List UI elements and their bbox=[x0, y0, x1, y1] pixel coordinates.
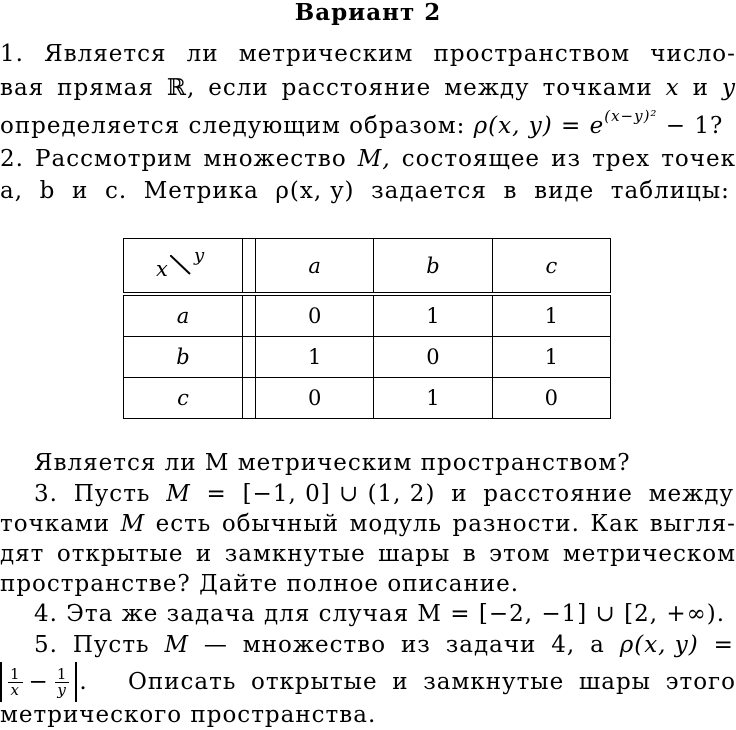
word: если bbox=[208, 75, 269, 101]
numerator: 1 bbox=[10, 664, 21, 683]
word: — bbox=[203, 632, 228, 658]
abs-bar-right bbox=[75, 662, 77, 702]
word: и bbox=[451, 481, 468, 507]
problem-5-line-2 bbox=[0, 662, 736, 702]
problem-1-line-3 bbox=[0, 107, 736, 141]
table-header-cell: a bbox=[256, 239, 374, 295]
word: вая bbox=[0, 75, 45, 101]
exponent: (x−y)² bbox=[604, 107, 658, 125]
table-cell: 0 bbox=[256, 294, 374, 337]
word: Как bbox=[590, 511, 640, 537]
word: между bbox=[648, 481, 734, 507]
text: определяется следующим образом: bbox=[0, 113, 466, 139]
word: ℝ, bbox=[166, 75, 196, 101]
denominator: x bbox=[10, 680, 20, 699]
table-row bbox=[124, 337, 611, 378]
word: шары bbox=[378, 541, 451, 567]
problem-3-line-1 bbox=[0, 479, 734, 509]
variable-x: x bbox=[665, 75, 680, 101]
table-cell: 0 bbox=[256, 378, 374, 419]
word: Является bbox=[44, 41, 167, 67]
word: = bbox=[713, 632, 734, 658]
abs-fraction-formula bbox=[0, 662, 88, 702]
variable-M: M bbox=[120, 511, 146, 537]
table-gap-cell bbox=[243, 294, 256, 337]
word: замкнутые bbox=[224, 541, 366, 567]
table-cell: 1 bbox=[492, 337, 610, 378]
problem-5-line-2-text bbox=[128, 662, 736, 702]
table-gap-cell bbox=[243, 239, 256, 295]
fraction-1-over-x bbox=[8, 664, 23, 699]
table-cell: 1 bbox=[256, 337, 374, 378]
denominator: y bbox=[57, 680, 67, 699]
word: задачи bbox=[445, 632, 537, 658]
word: и bbox=[392, 669, 409, 695]
table-header-cell: b bbox=[374, 239, 492, 295]
word: и bbox=[692, 75, 709, 101]
problem-3-line-4: пространстве? Дайте полное описание. bbox=[0, 571, 520, 597]
formula: ρ(x, y) bbox=[619, 632, 699, 658]
problem-3-line-3 bbox=[0, 539, 736, 569]
corner-x-label: x bbox=[156, 257, 168, 281]
word: шары bbox=[578, 669, 651, 695]
table-cell: 0 bbox=[492, 378, 610, 419]
abs-bar-left bbox=[0, 662, 2, 702]
word: открытые bbox=[250, 669, 378, 695]
word: прямая bbox=[57, 75, 154, 101]
table-header-cell: c bbox=[492, 239, 610, 295]
table-gap-cell bbox=[243, 378, 256, 419]
table-corner-cell bbox=[124, 239, 243, 295]
period: . bbox=[79, 669, 88, 695]
numerator: 1 bbox=[56, 664, 68, 683]
page-title: Вариант 2 bbox=[294, 0, 442, 26]
table-cell: 0 bbox=[374, 337, 492, 378]
row-label: c bbox=[124, 378, 243, 419]
problem-1-line-2 bbox=[0, 73, 736, 103]
word: есть bbox=[155, 511, 212, 537]
table-cell: 1 bbox=[374, 378, 492, 419]
word: множество bbox=[242, 632, 387, 658]
word: точками bbox=[542, 75, 653, 101]
variable-M: M bbox=[166, 481, 191, 507]
word: 3. bbox=[34, 481, 58, 507]
word: расстояние bbox=[483, 481, 633, 507]
fraction-1-over-y bbox=[55, 664, 70, 699]
word: Пусть bbox=[73, 481, 151, 507]
corner-y-label: y bbox=[194, 245, 205, 266]
problem-2-line-1 bbox=[0, 144, 736, 174]
word: 5. bbox=[34, 632, 58, 658]
word: 1. bbox=[0, 41, 24, 67]
word: трех bbox=[592, 146, 651, 172]
word: точек bbox=[661, 146, 736, 172]
table-row bbox=[124, 378, 611, 419]
word: число- bbox=[650, 41, 736, 67]
word: пространством bbox=[433, 41, 631, 67]
table-row bbox=[124, 294, 611, 337]
formula-tail: − 1? bbox=[657, 113, 724, 139]
row-label: a bbox=[124, 294, 243, 337]
word: выгля- bbox=[649, 511, 736, 537]
word: из bbox=[400, 632, 431, 658]
problem-2-question: Является ли M метрическим пространством? bbox=[34, 450, 631, 476]
word: ли bbox=[186, 41, 219, 67]
word: метрическом bbox=[562, 541, 736, 567]
table-cell: 1 bbox=[374, 294, 492, 337]
problem-4: 4. Эта же задача для случая M = [−2, −1] ∪ [2, +∞). bbox=[34, 601, 726, 627]
word: точками bbox=[0, 511, 111, 537]
row-label: b bbox=[124, 337, 243, 378]
problem-2-line-2: a, b и c. Метрика ρ(x, y) задается в виде таблицы: bbox=[0, 178, 730, 204]
word: Рассмотрим bbox=[35, 146, 193, 172]
word: этом bbox=[489, 541, 551, 567]
word: Пусть bbox=[72, 632, 150, 658]
table-cell: 1 bbox=[492, 294, 610, 337]
word: между bbox=[444, 75, 530, 101]
formula: ρ(x, y) = e bbox=[473, 113, 605, 139]
word: дят bbox=[0, 541, 45, 567]
problem-3-line-2 bbox=[0, 509, 736, 539]
metric-table bbox=[123, 238, 611, 419]
word: модуль bbox=[349, 511, 443, 537]
problem-5-line-3: метрического пространства. bbox=[0, 702, 377, 728]
word: в bbox=[462, 541, 477, 567]
word: из bbox=[551, 146, 581, 172]
word: метрическим bbox=[238, 41, 414, 67]
variable-M: M, bbox=[357, 146, 391, 172]
word: замкнутые bbox=[423, 669, 565, 695]
word: этого bbox=[665, 669, 736, 695]
minus-sign: − bbox=[28, 669, 49, 695]
table-header-row bbox=[124, 239, 611, 295]
word: 2. bbox=[0, 146, 24, 172]
word: а bbox=[590, 632, 605, 658]
table-gap-cell bbox=[243, 337, 256, 378]
problem-5-line-1 bbox=[0, 630, 734, 660]
problem-1-line-1 bbox=[0, 39, 736, 69]
word: множество bbox=[203, 146, 347, 172]
word: разности. bbox=[452, 511, 580, 537]
diagonal-slash-icon bbox=[170, 255, 192, 275]
word: 4, bbox=[551, 632, 576, 658]
word: расстояние bbox=[281, 75, 432, 101]
word: открытые bbox=[56, 541, 184, 567]
formula: [−1, 0] ∪ (1, 2) bbox=[242, 481, 436, 507]
word: обычный bbox=[221, 511, 339, 537]
word: и bbox=[195, 541, 213, 567]
variable-y: y bbox=[721, 75, 736, 101]
variable-M: M bbox=[164, 632, 190, 658]
word: состоящее bbox=[401, 146, 541, 172]
word: = bbox=[206, 481, 227, 507]
word: Описать bbox=[128, 669, 237, 695]
